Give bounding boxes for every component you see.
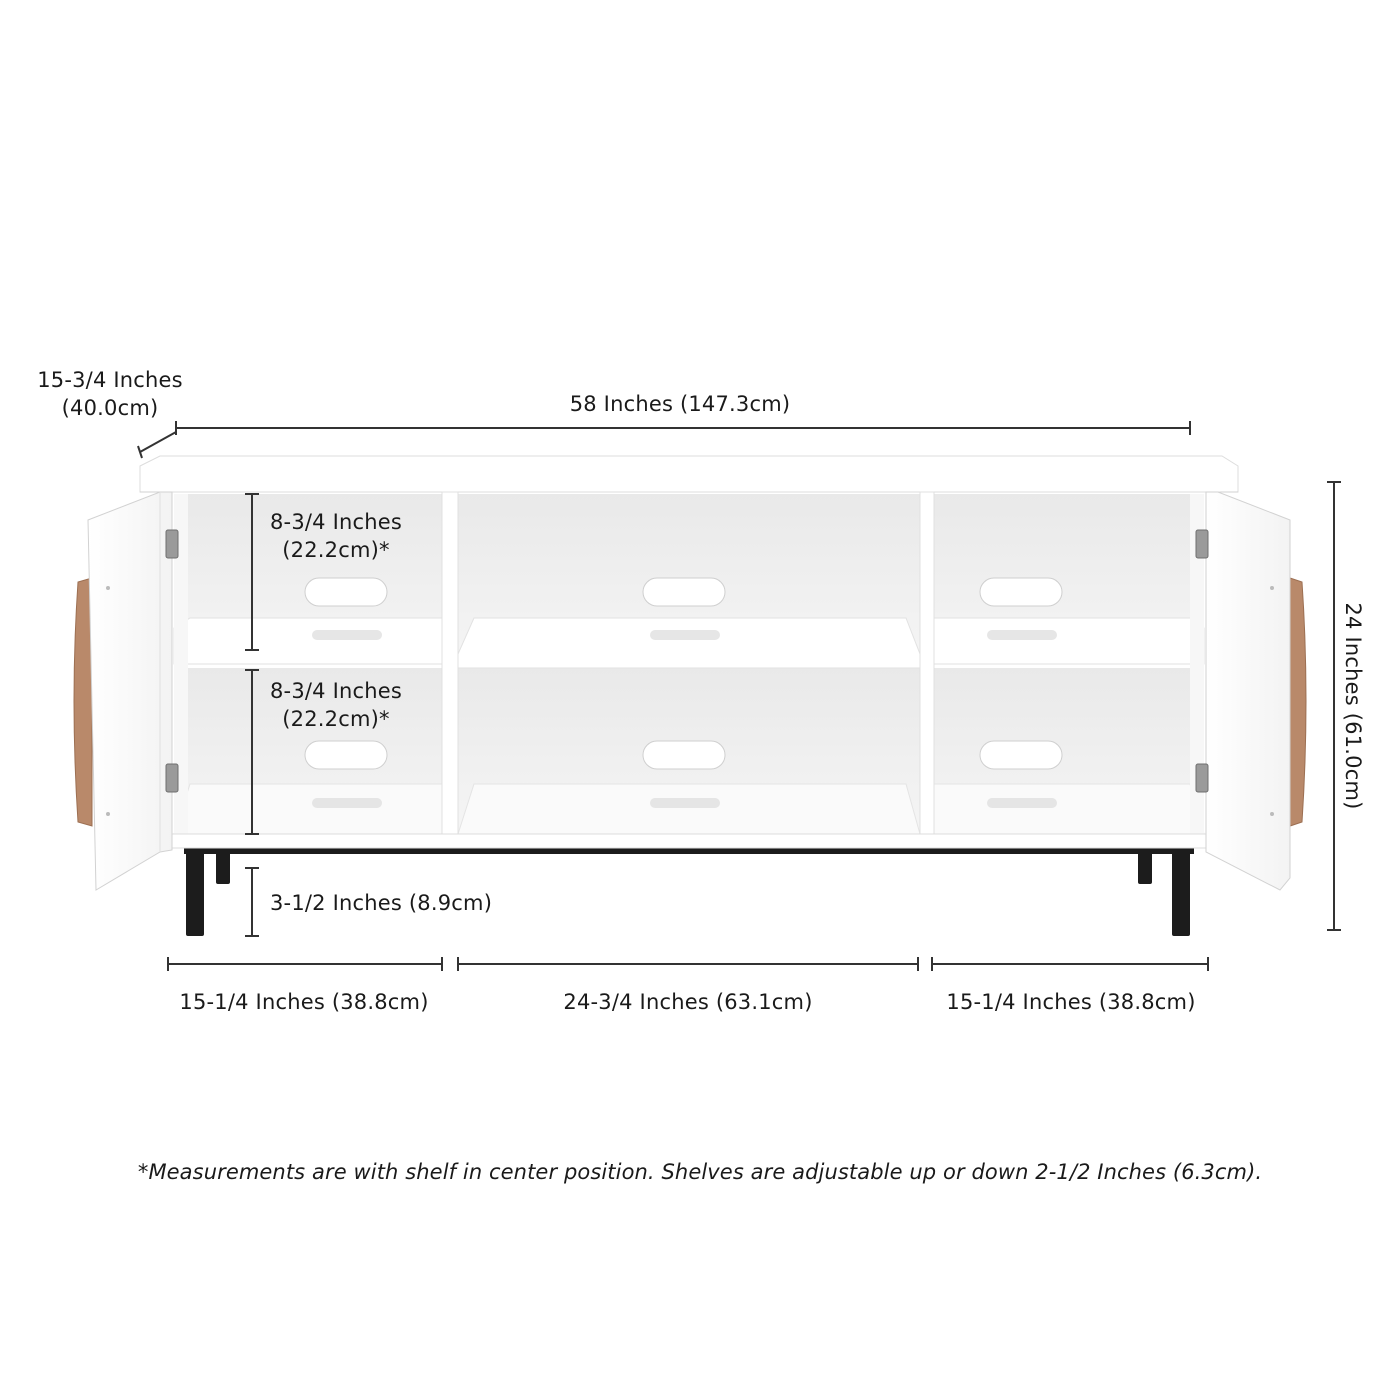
lower-shelf-label-line1: 8-3/4 Inches: [269, 679, 403, 703]
depth-label-line2: (40.0cm): [61, 396, 159, 420]
footnote: *Measurements are with shelf in center position. Shelves are adjustable up or down 2-1/2 Inches (6.3cm).: [137, 1160, 1263, 1184]
right-wood-handle-icon: [1290, 578, 1306, 826]
left-door: [88, 492, 172, 890]
depth-label-line1: 15-3/4 Inches: [37, 368, 183, 392]
left-section-label: 15-1/4 Inches (38.8cm): [179, 990, 429, 1014]
depth-label: [30, 366, 190, 422]
lower-shelf-label: [256, 677, 416, 733]
upper-shelf-label-line2: (22.2cm)*: [282, 538, 390, 562]
total-width-label: 58 Inches (147.3cm): [569, 392, 791, 416]
right-section-label: 15-1/4 Inches (38.8cm): [946, 990, 1196, 1014]
left-wood-handle-icon: [74, 578, 92, 826]
lower-shelf-label-line2: (22.2cm)*: [282, 707, 390, 731]
center-section-label: 24-3/4 Inches (63.1cm): [563, 990, 813, 1014]
leg-height-label: 3-1/2 Inches (8.9cm): [270, 891, 493, 915]
total-height-label: 24 Inches (61.0cm): [1341, 602, 1365, 810]
right-door: [1206, 492, 1290, 890]
upper-shelf-label: [256, 508, 416, 564]
upper-shelf-label-line1: 8-3/4 Inches: [269, 510, 403, 534]
cabinet-top: [140, 456, 1238, 492]
